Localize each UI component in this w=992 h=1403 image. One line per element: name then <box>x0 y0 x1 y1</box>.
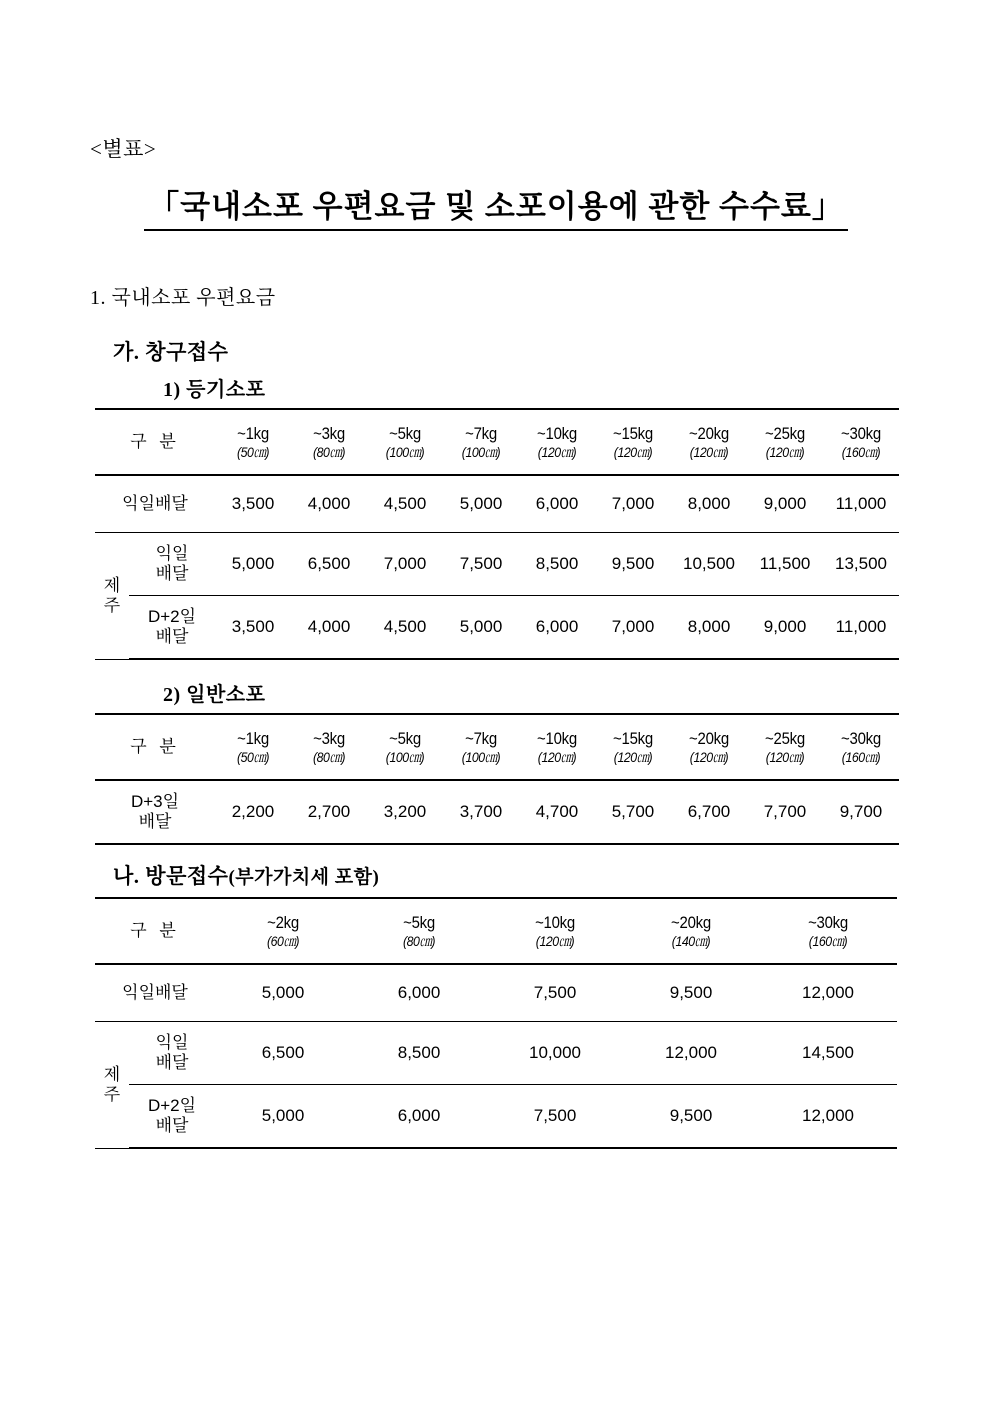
rate-cell: 8,000 <box>671 475 747 533</box>
column-header-weight: ~10kg (120㎝) <box>519 714 595 780</box>
rate-cell: 3,500 <box>215 475 291 533</box>
row-label-jeju-d2: D+2일 배달 <box>129 596 215 660</box>
page-title-text: 「국내소포 우편요금 및 소포이용에 관한 수수료」 <box>144 190 848 231</box>
rate-cell: 11,500 <box>747 533 823 596</box>
rate-cell: 7,500 <box>443 533 519 596</box>
rate-cell: 8,500 <box>351 1022 487 1085</box>
row-group-label-jeju: 제 주 <box>95 1022 129 1149</box>
row-label-jeju-next-day: 익일 배달 <box>129 1022 215 1085</box>
table-row <box>95 475 899 533</box>
table-visit-pickup-wrap <box>95 897 897 1149</box>
rate-cell: 8,500 <box>519 533 595 596</box>
table-row <box>95 596 899 660</box>
rate-cell: 3,500 <box>215 596 291 660</box>
table-ordinary-parcel-wrap <box>95 713 897 845</box>
column-header-weight: ~30kg (160㎝) <box>759 898 897 964</box>
rate-cell: 9,000 <box>747 475 823 533</box>
column-header-gubun: 구 분 <box>95 714 215 780</box>
rate-cell: 6,000 <box>351 1085 487 1149</box>
rate-cell: 5,000 <box>215 1085 351 1149</box>
attachment-tag: <별표> <box>90 137 157 161</box>
column-header-weight: ~10kg (120㎝) <box>487 898 623 964</box>
row-label-jeju-next-day: 익일 배달 <box>129 533 215 596</box>
row-label-jeju-d2: D+2일 배달 <box>129 1085 215 1149</box>
rate-cell: 12,000 <box>759 964 897 1022</box>
rate-cell: 9,500 <box>623 964 759 1022</box>
column-header-weight: ~20kg (120㎝) <box>671 714 747 780</box>
column-header-gubun: 구 분 <box>95 409 215 475</box>
rate-cell: 7,000 <box>595 475 671 533</box>
rate-cell: 5,700 <box>595 780 671 844</box>
rate-cell: 11,000 <box>823 596 899 660</box>
column-header-weight: ~7kg (100㎝) <box>443 714 519 780</box>
rate-cell: 9,500 <box>623 1085 759 1149</box>
subsection-heading-a <box>113 336 228 366</box>
table-row <box>95 1022 897 1085</box>
rate-cell: 5,000 <box>215 964 351 1022</box>
rate-cell: 6,000 <box>351 964 487 1022</box>
column-header-weight: ~2kg (60㎝) <box>215 898 351 964</box>
column-header-weight: ~1kg (50㎝) <box>215 409 291 475</box>
rate-cell: 3,700 <box>443 780 519 844</box>
rate-cell: 5,000 <box>443 475 519 533</box>
column-header-weight: ~3kg (80㎝) <box>291 409 367 475</box>
rate-cell: 2,700 <box>291 780 367 844</box>
rate-cell: 9,000 <box>747 596 823 660</box>
column-header-weight: ~20kg (140㎝) <box>623 898 759 964</box>
rate-cell: 6,700 <box>671 780 747 844</box>
column-header-weight: ~30kg (160㎝) <box>823 714 899 780</box>
rate-cell: 5,000 <box>443 596 519 660</box>
subsection-a-label: 가. 창구접수 <box>113 340 229 364</box>
page-title <box>0 190 992 231</box>
item-heading-1: 1) 등기소포 <box>163 379 266 401</box>
table-registered-parcel <box>95 408 899 660</box>
rate-cell: 10,000 <box>487 1022 623 1085</box>
table-ordinary-parcel <box>95 713 899 845</box>
table-header-row <box>95 409 899 475</box>
rate-cell: 12,000 <box>623 1022 759 1085</box>
rate-cell: 6,500 <box>291 533 367 596</box>
table-row <box>95 964 897 1022</box>
rate-cell: 3,200 <box>367 780 443 844</box>
rate-cell: 7,500 <box>487 1085 623 1149</box>
rate-cell: 9,700 <box>823 780 899 844</box>
rate-cell: 12,000 <box>759 1085 897 1149</box>
column-header-weight: ~30kg (160㎝) <box>823 409 899 475</box>
section-heading-1: 1. 국내소포 우편요금 <box>90 287 276 309</box>
column-header-weight: ~3kg (80㎝) <box>291 714 367 780</box>
table-row <box>95 780 899 844</box>
rate-cell: 14,500 <box>759 1022 897 1085</box>
rate-cell: 7,000 <box>595 596 671 660</box>
table-row <box>95 533 899 596</box>
rate-cell: 8,000 <box>671 596 747 660</box>
rate-cell: 7,700 <box>747 780 823 844</box>
rate-cell: 5,000 <box>215 533 291 596</box>
rate-cell: 13,500 <box>823 533 899 596</box>
column-header-weight: ~7kg (100㎝) <box>443 409 519 475</box>
rate-cell: 9,500 <box>595 533 671 596</box>
table-header-row <box>95 714 899 780</box>
rate-cell: 4,500 <box>367 475 443 533</box>
column-header-weight: ~5kg (80㎝) <box>351 898 487 964</box>
rate-cell: 6,000 <box>519 596 595 660</box>
column-header-weight: ~15kg (120㎝) <box>595 714 671 780</box>
table-visit-pickup <box>95 897 897 1149</box>
column-header-weight: ~1kg (50㎝) <box>215 714 291 780</box>
rate-cell: 10,500 <box>671 533 747 596</box>
table-row <box>95 1085 897 1149</box>
rate-cell: 4,000 <box>291 596 367 660</box>
column-header-weight: ~25kg (120㎝) <box>747 714 823 780</box>
rate-cell: 11,000 <box>823 475 899 533</box>
column-header-weight: ~25kg (120㎝) <box>747 409 823 475</box>
column-header-weight: ~5kg (100㎝) <box>367 409 443 475</box>
rate-cell: 4,700 <box>519 780 595 844</box>
subsection-b-label: 나. 방문접수 <box>113 864 229 888</box>
table-registered-parcel-wrap <box>95 408 897 660</box>
column-header-weight: ~10kg (120㎝) <box>519 409 595 475</box>
column-header-weight: ~5kg (100㎝) <box>367 714 443 780</box>
subsection-b-note: (부가가치세 포함) <box>228 867 380 888</box>
rate-cell: 7,500 <box>487 964 623 1022</box>
row-label-next-day: 익일배달 <box>95 475 215 533</box>
rate-cell: 6,000 <box>519 475 595 533</box>
rate-cell: 6,500 <box>215 1022 351 1085</box>
rate-cell: 7,000 <box>367 533 443 596</box>
row-group-label-jeju: 제 주 <box>95 533 129 660</box>
rate-cell: 4,500 <box>367 596 443 660</box>
column-header-weight: ~20kg (120㎝) <box>671 409 747 475</box>
item-heading-2: 2) 일반소포 <box>163 684 266 706</box>
column-header-weight: ~15kg (120㎝) <box>595 409 671 475</box>
table-header-row <box>95 898 897 964</box>
subsection-heading-b <box>113 860 379 890</box>
rate-cell: 4,000 <box>291 475 367 533</box>
row-label-d3: D+3일 배달 <box>95 780 215 844</box>
column-header-gubun: 구 분 <box>95 898 215 964</box>
rate-cell: 2,200 <box>215 780 291 844</box>
row-label-next-day: 익일배달 <box>95 964 215 1022</box>
